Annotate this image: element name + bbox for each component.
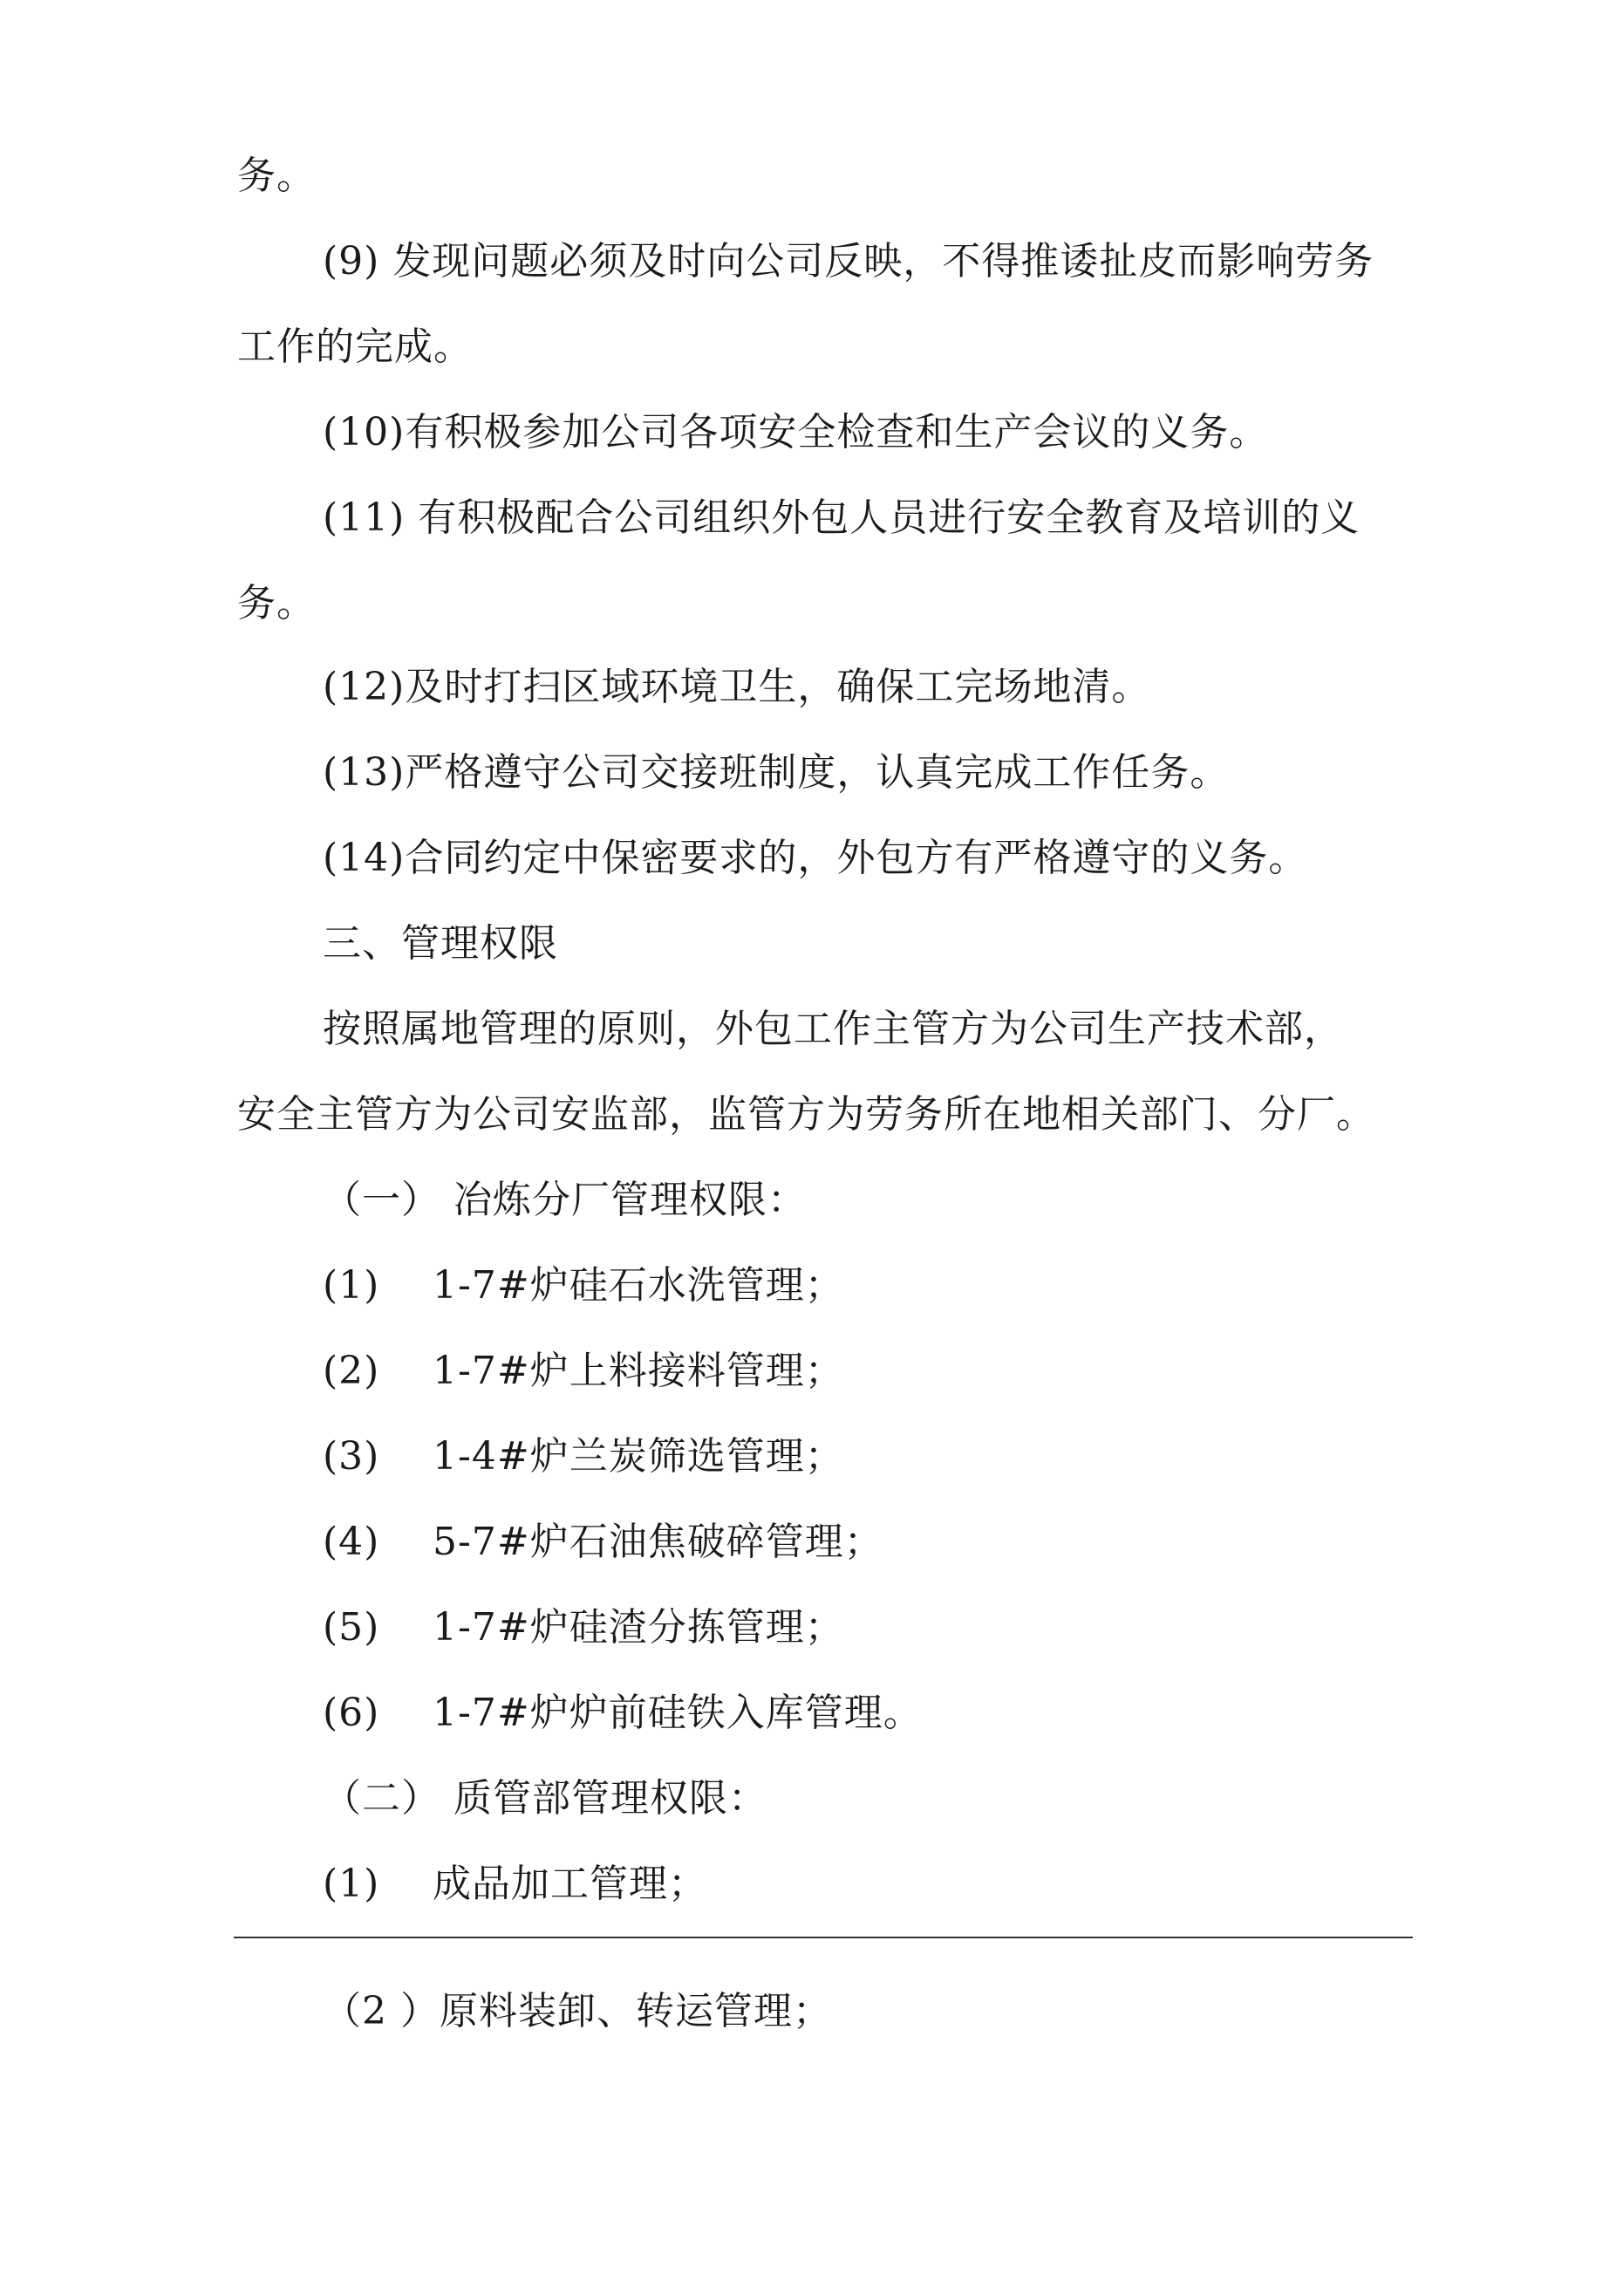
list-text: 1-7#炉硅渣分拣管理； — [433, 1605, 844, 1650]
subsection-heading: （一） 冶炼分厂管理权限： — [323, 1178, 807, 1222]
list-item — [323, 1516, 883, 1568]
page-divider — [234, 1937, 1413, 1938]
section-heading: 三、管理权限 — [323, 921, 558, 966]
text-line: (12)及时打扫区域环境卫生，确保工完场地清。 — [323, 665, 1151, 709]
list-text: 1-7#炉上料接料管理； — [433, 1349, 844, 1393]
list-item — [323, 1602, 844, 1654]
text-line: (9) 发现问题必须及时向公司反映，不得推诿扯皮而影响劳务 — [323, 239, 1374, 284]
text-line: (14)合同约定中保密要求的，外包方有严格遵守的义务。 — [323, 836, 1308, 880]
text-line: 工作的完成。 — [237, 325, 473, 369]
list-text: 1-7#炉硅石水洗管理； — [433, 1263, 844, 1308]
list-text: 5-7#炉石油焦破碎管理； — [433, 1520, 883, 1564]
list-text: 1-7#炉炉前硅铁入库管理。 — [433, 1691, 923, 1735]
text-line: 务。 — [237, 154, 316, 198]
text-line: (13)严格遵守公司交接班制度，认真完成工作任务。 — [323, 750, 1230, 795]
list-item — [323, 1687, 923, 1739]
text-line: 安全主管方为公司安监部，监管方为劳务所在地相关部门、分厂。 — [237, 1092, 1375, 1137]
subsection-heading: （二） 质管部管理权限： — [323, 1776, 767, 1821]
list-text: 1-4#炉兰炭筛选管理； — [433, 1434, 844, 1479]
list-item — [323, 1260, 844, 1312]
list-number: (5) — [323, 1605, 380, 1650]
list-number: (4) — [323, 1520, 380, 1564]
text-line: （2 ）原料装卸、转运管理； — [323, 1989, 832, 2033]
list-number: (1) — [323, 1862, 380, 1906]
list-item — [323, 1345, 844, 1397]
text-line: 按照属地管理的原则，外包工作主管方为公司生产技术部， — [323, 1007, 1343, 1051]
list-item — [323, 1431, 844, 1483]
text-line: 务。 — [237, 581, 316, 625]
list-number: (1) — [323, 1263, 380, 1308]
list-number: (3) — [323, 1434, 380, 1479]
text-line: (10)有积极参加公司各项安全检查和生产会议的义务。 — [323, 410, 1269, 454]
list-item — [323, 1858, 707, 1910]
text-line: (11) 有积极配合公司组织外包人员进行安全教育及培训的义 — [323, 495, 1360, 540]
list-text: 成品加工管理； — [433, 1862, 707, 1906]
list-number: (2) — [323, 1349, 380, 1393]
list-number: (6) — [323, 1691, 380, 1735]
